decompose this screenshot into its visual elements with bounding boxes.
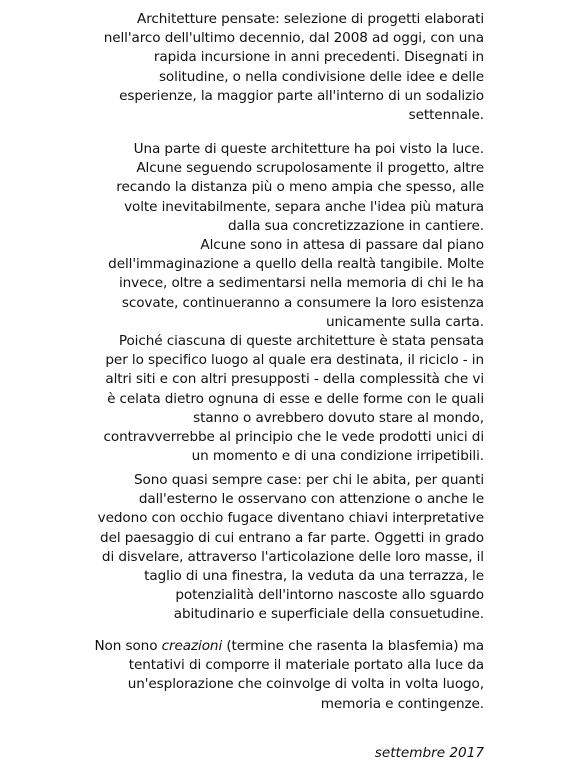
text-line: invece, oltre a sedimentarsi nella memoria di chi le ha [118, 275, 484, 292]
text-line: stanno o avrebbero dovuto stare al mondo, [193, 409, 484, 426]
text-line: Alcune seguendo scrupolosamente il progetto, altre [136, 160, 484, 177]
text-line: scovate, continueranno a consumere la loro esistenza [121, 294, 484, 311]
paragraph-realization [64, 140, 484, 466]
text-line: contravverrebbe al principio che le vede prodotti unici di [103, 429, 484, 446]
text-line: taglio di una finestra, la veduta da una terrazza, le [144, 568, 484, 585]
text-line: Sono quasi sempre case: per chi le abita, per quanti [134, 472, 484, 488]
text-line: un'esplorazione che coinvolge di volta in volta luogo, [127, 676, 484, 693]
text-line: recando la distanza più o meno ampia che spesso, alle [116, 179, 484, 196]
paragraph-intro [64, 10, 484, 125]
text-line: settennale. [408, 107, 484, 124]
signature-date: settembre 2017 [374, 745, 484, 761]
text-line: volte inevitabilmente, separa anche l'idea più matura [124, 198, 484, 215]
text-line: Architetture pensate: selezione di progetti elaborati [137, 11, 484, 27]
text-line: rapida incursione in anni precedenti. Disegnati in [153, 49, 484, 66]
text-fragment: (termine che rasenta la blasfemia) ma [222, 638, 484, 654]
text-line: abitudinario e superficiale della consuetudine. [173, 606, 484, 623]
emphasis-creazioni: creazioni [161, 638, 223, 654]
text-line: Alcune sono in attesa di passare dal piano [200, 237, 484, 254]
text-line: del paesaggio di cui entrano a far parte. Oggetti in grado [100, 529, 484, 546]
paragraph-attempts [64, 637, 484, 714]
paragraph-houses [64, 471, 484, 625]
text-line: nell'arco dell'ultimo decennio, dal 2008 ad oggi, con una [103, 30, 484, 47]
text-fragment: Non sono [94, 638, 162, 654]
text-line: di disvelare, attraverso l'articolazione delle loro masse, il [101, 548, 484, 565]
text-line: è celata dietro ognuna di esse e delle forme con le quali [107, 390, 484, 407]
text-line: solitudine, o nella condivisione delle idee e delle [158, 68, 484, 85]
text-line: per lo specifico luogo al quale era destinata, il riciclo - in [105, 352, 484, 369]
text-line: tentativi di comporre il materiale portato alla luce da [128, 657, 484, 674]
text-line: vedono con occhio fugace diventano chiavi interpretative [97, 510, 484, 527]
text-line [64, 637, 484, 656]
text-line: unicamente sulla carta. [325, 313, 484, 330]
text-line: Poiché ciascuna di queste architetture è stata pensata [118, 333, 484, 350]
text-line: potenzialità dell'intorno nascoste allo sguardo [175, 587, 484, 604]
text-line: memoria e contingenze. [320, 695, 484, 712]
text-line: dall'esterno le osservano con attenzione o anche le [138, 491, 484, 508]
text-line: dalla sua concretizzazione in cantiere. [228, 217, 484, 234]
text-line: dell'immaginazione a quello della realtà tangibile. Molte [108, 256, 484, 273]
text-line: un momento e di una condizione irripetibili. [191, 448, 484, 465]
text-line: Una parte di queste architetture ha poi visto la luce. [133, 141, 484, 157]
text-line: esperienze, la maggior parte all'interno di un sodalizio [119, 87, 484, 104]
text-line: altri siti e con altri presupposti - della complessità che vi [105, 371, 484, 388]
